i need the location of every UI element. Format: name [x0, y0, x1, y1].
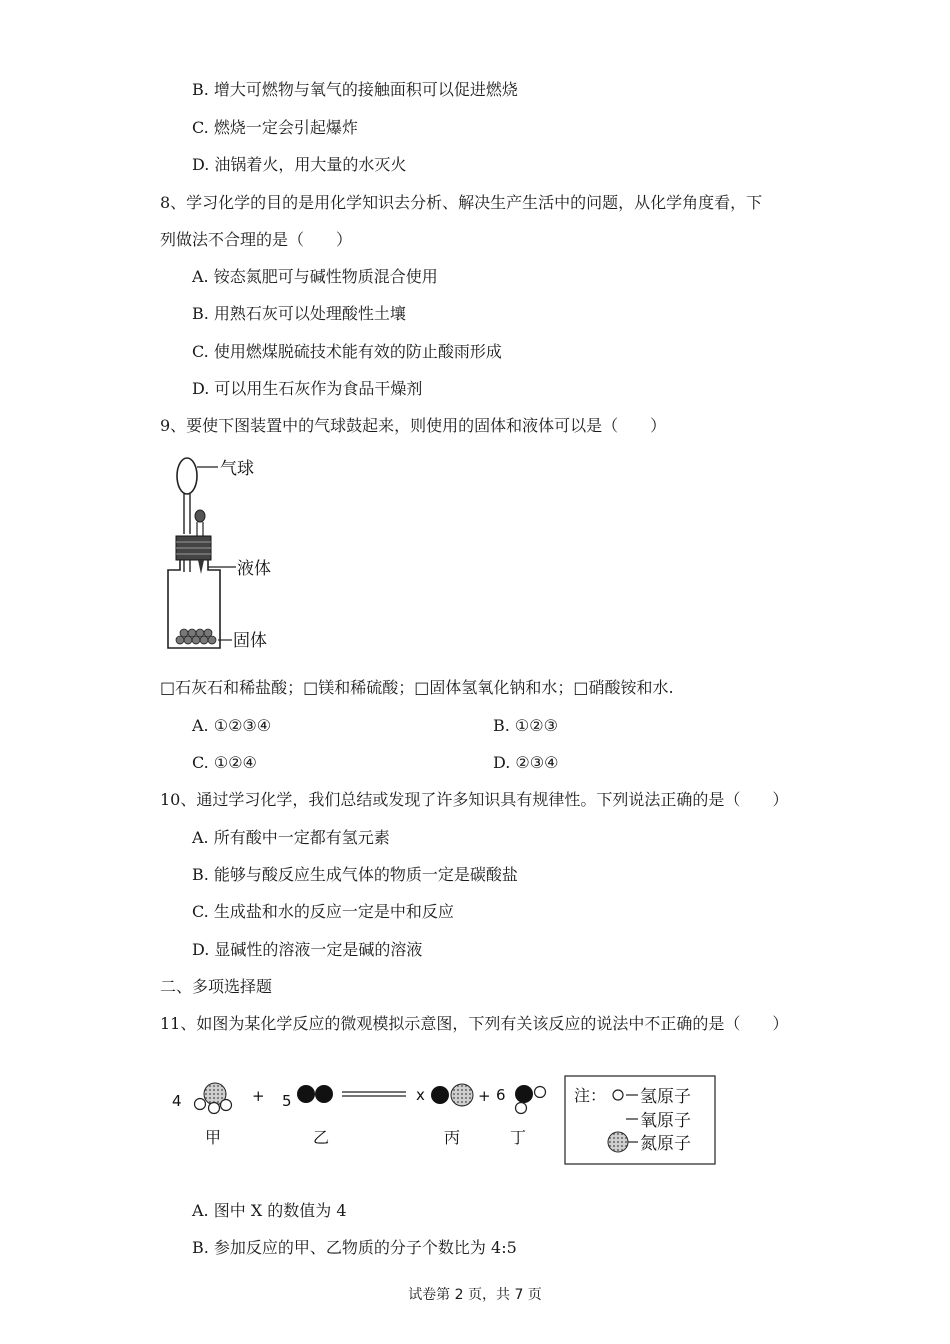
q10-option-c: C. 生成盐和水的反应一定是中和反应 [192, 902, 454, 921]
label-ding: 丁 [510, 1128, 527, 1147]
q9-option-c: C. ①②④ [192, 753, 257, 772]
balloon-label: 气球 [220, 459, 254, 479]
coef-yi: 5 [282, 1092, 292, 1110]
q9-option-b: B. ①②③ [493, 716, 558, 735]
balloon-shape [177, 458, 197, 494]
reaction-diagram [160, 1068, 730, 1168]
liquid-label: 液体 [237, 559, 271, 579]
hydrogen-atom-icon [613, 1090, 623, 1100]
molecule-ding [515, 1085, 546, 1114]
q8-option-c: C. 使用燃煤脱硫技术能有效的防止酸雨形成 [192, 342, 502, 361]
plus-sign-2: + [478, 1087, 491, 1105]
coef-bing: x [416, 1086, 425, 1104]
coef-ding: 6 [496, 1086, 506, 1104]
q10-stem: 10、通过学习化学，我们总结或发现了许多知识具有规律性。下列说法正确的是（ ） [160, 790, 789, 809]
solid-label: 固体 [233, 631, 267, 651]
q7-option-b: B. 增大可燃物与氧气的接触面积可以促进燃烧 [192, 80, 518, 99]
nitrogen-atom-icon [608, 1132, 628, 1152]
q10-option-d: D. 显碱性的溶液一定是碱的溶液 [192, 940, 423, 959]
legend-note: 注： [574, 1086, 607, 1105]
q8-stem-line1: 8、学习化学的目的是用化学知识去分析、解决生产生活中的问题，从化学角度看，下 [160, 193, 763, 212]
label-jia: 甲 [205, 1128, 222, 1147]
q8-option-b: B. 用熟石灰可以处理酸性土壤 [192, 304, 406, 323]
legend-hydrogen: 氢原子 [640, 1087, 691, 1107]
legend-oxygen: 氧原子 [640, 1111, 691, 1131]
balloon-apparatus-figure [160, 452, 300, 662]
coef-jia: 4 [172, 1092, 182, 1110]
legend-box [565, 1076, 715, 1164]
solid-pellets [176, 629, 216, 644]
q9-choices-line: □石灰石和稀盐酸；□镁和稀硫酸；□固体氢氧化钠和水；□硝酸铵和水. [160, 678, 674, 697]
q9-option-d: D. ②③④ [493, 753, 559, 772]
q7-option-d: D. 油锅着火，用大量的水灭火 [192, 155, 407, 174]
q10-option-b: B. 能够与酸反应生成气体的物质一定是碳酸盐 [192, 865, 518, 884]
page-footer: 试卷第 2 页，共 7 页 [408, 1287, 542, 1303]
q11-stem: 11、如图为某化学反应的微观模拟示意图，下列有关该反应的说法中不正确的是（ ） [160, 1014, 789, 1033]
molecule-jia [195, 1083, 232, 1114]
section2-heading: 二、多项选择题 [160, 977, 273, 996]
molecule-bing [431, 1084, 473, 1106]
legend-nitrogen: 氮原子 [640, 1134, 691, 1154]
q8-option-d: D. 可以用生石灰作为食品干燥剂 [192, 379, 423, 398]
q8-option-a: A. 铵态氮肥可与碱性物质混合使用 [192, 267, 438, 286]
q11-option-a: A. 图中 X 的数值为 4 [192, 1201, 347, 1220]
q9-option-a: A. ①②③④ [192, 716, 272, 735]
q7-option-c: C. 燃烧一定会引起爆炸 [192, 118, 358, 137]
plus-sign-1: + [252, 1087, 265, 1105]
label-bing: 丙 [444, 1128, 461, 1147]
molecule-yi [297, 1085, 333, 1103]
q11-option-b: B. 参加反应的甲、乙物质的分子个数比为 4:5 [192, 1238, 517, 1257]
label-yi: 乙 [313, 1128, 330, 1147]
q10-option-a: A. 所有酸中一定都有氢元素 [192, 828, 390, 847]
q9-stem: 9、要使下图装置中的气球鼓起来，则使用的固体和液体可以是（ ） [160, 416, 667, 435]
q8-stem-line2: 列做法不合理的是（ ） [160, 230, 353, 249]
oxygen-atom-icon [611, 1112, 625, 1126]
